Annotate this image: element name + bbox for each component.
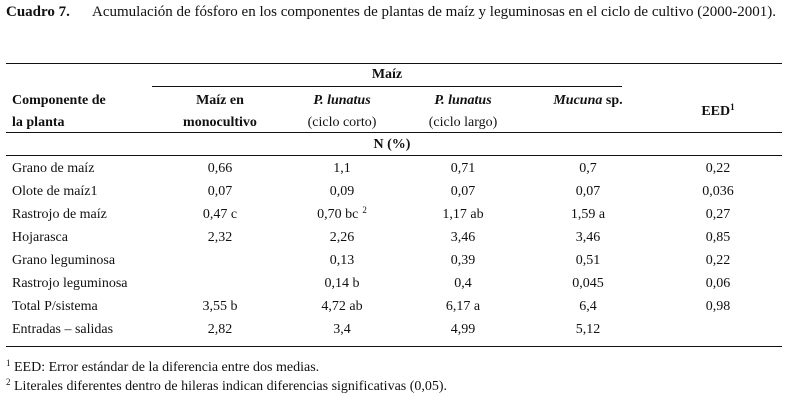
cell-value: 0,39 xyxy=(450,253,476,268)
header-bottom-rule xyxy=(6,132,782,133)
cell-v4 xyxy=(518,298,658,316)
cell-eed xyxy=(648,252,788,270)
header-eed-sup: 1 xyxy=(730,102,735,112)
footnote-1 xyxy=(6,359,319,377)
cell-value: 0,4 xyxy=(454,276,472,291)
top-rule xyxy=(6,63,782,64)
cell-value: 0,85 xyxy=(705,230,731,245)
header-col2-line2: (ciclo corto) xyxy=(307,115,377,130)
cell-value: 3,4 xyxy=(333,322,351,337)
cell-eed xyxy=(648,229,788,247)
cell-v3 xyxy=(393,298,533,316)
maiz-group-rule xyxy=(152,86,622,87)
header-col1-line2: monocultivo xyxy=(183,115,257,130)
row-label: Grano leguminosa xyxy=(12,253,116,268)
cell-v2 xyxy=(272,183,412,201)
cell-value: 1,17 ab xyxy=(442,207,484,222)
cell-value: 4,72 ab xyxy=(321,299,363,314)
header-col4-genus: Mucuna xyxy=(553,93,603,108)
cell-value: 6,17 a xyxy=(445,299,481,314)
row-label: Olote de maíz1 xyxy=(12,184,98,199)
caption-text: Acumulación de fósforo en los componentes de plantas de maíz y leguminosas en el ciclo de cultivo (2000-2001). xyxy=(92,4,776,20)
row-label: Hojarasca xyxy=(12,230,68,245)
cell-value: 0,70 bc xyxy=(317,207,359,222)
row-label: Grano de maíz xyxy=(12,161,95,176)
header-col3-line1: P. lunatus xyxy=(434,93,492,108)
cell-v1 xyxy=(150,298,290,316)
cell-v3 xyxy=(393,183,533,201)
cell-v3 xyxy=(393,252,533,270)
cell-footnote-mark: 2 xyxy=(362,205,367,215)
cell-eed xyxy=(648,298,788,316)
cell-v2 xyxy=(272,206,412,224)
cell-value: 0,47 c xyxy=(202,207,238,222)
footnote-2-text: Literales diferentes dentro de hileras indican diferencias significativas (0,05). xyxy=(14,379,448,394)
cell-value: 1,59 a xyxy=(570,207,606,222)
cell-value: 0,51 xyxy=(575,253,601,268)
cell-value: 0,14 b xyxy=(324,276,360,291)
cell-eed xyxy=(648,206,788,224)
cell-v2 xyxy=(272,160,412,178)
cell-v2 xyxy=(272,298,412,316)
header-col4 xyxy=(518,92,658,110)
cell-v2 xyxy=(272,321,412,339)
cell-value: 0,07 xyxy=(207,184,233,199)
cell-value: 1,1 xyxy=(333,161,351,176)
cell-v1 xyxy=(150,183,290,201)
table-caption xyxy=(6,2,782,23)
cell-value: 3,46 xyxy=(575,230,601,245)
cell-v4 xyxy=(518,321,658,339)
header-eed-label: EED xyxy=(701,104,731,119)
cell-value: 0,045 xyxy=(572,276,604,291)
cell-v1 xyxy=(150,229,290,247)
cell-value: 3,46 xyxy=(450,230,476,245)
row-label: Entradas – salidas xyxy=(12,322,114,337)
cell-value: 0,71 xyxy=(450,161,476,176)
cell-v3 xyxy=(393,321,533,339)
cell-v3 xyxy=(393,206,533,224)
cell-v4 xyxy=(518,183,658,201)
cell-v2 xyxy=(272,229,412,247)
cell-value: 0,036 xyxy=(702,184,734,199)
cell-value: 0,07 xyxy=(450,184,476,199)
cell-v2 xyxy=(272,252,412,270)
cell-v4 xyxy=(518,206,658,224)
row-label: Total P/sistema xyxy=(12,299,98,314)
cell-value: 0,7 xyxy=(579,161,597,176)
header-component-line1: Componente de xyxy=(12,93,106,108)
cell-v3 xyxy=(393,229,533,247)
cell-v1 xyxy=(150,321,290,339)
header-col3-line2: (ciclo largo) xyxy=(428,115,498,130)
cell-value: 0,06 xyxy=(705,276,731,291)
cell-value: 4,99 xyxy=(450,322,476,337)
header-col4-sp: sp. xyxy=(602,93,623,108)
cell-value: 0,07 xyxy=(575,184,601,199)
cell-value: 0,27 xyxy=(705,207,731,222)
cell-value: 0,98 xyxy=(705,299,731,314)
cell-v3 xyxy=(393,275,533,293)
cell-v2 xyxy=(272,275,412,293)
cell-value: 5,12 xyxy=(575,322,601,337)
header-eed xyxy=(648,103,788,121)
cell-eed xyxy=(648,160,788,178)
cell-value: 2,32 xyxy=(207,230,233,245)
bottom-rule xyxy=(6,346,782,347)
cell-value: 0,22 xyxy=(705,161,731,176)
caption-label: Cuadro 7. xyxy=(6,4,70,20)
cell-value: 0,22 xyxy=(705,253,731,268)
cell-v1 xyxy=(150,206,290,224)
row-label: Rastrojo de maíz xyxy=(12,207,107,222)
cell-value: 6,4 xyxy=(579,299,597,314)
cell-value: 0,66 xyxy=(207,161,233,176)
cell-value: 0,09 xyxy=(329,184,355,199)
footnote-2 xyxy=(6,378,447,396)
header-col1-line1: Maíz en xyxy=(196,93,244,108)
cell-v4 xyxy=(518,229,658,247)
footnote-1-text: EED: Error estándar de la diferencia entre dos medias. xyxy=(14,360,320,375)
cell-v4 xyxy=(518,252,658,270)
cell-eed xyxy=(648,183,788,201)
footnote-1-mark: 1 xyxy=(6,358,11,368)
unit-rule xyxy=(6,155,782,156)
header-col2-line1: P. lunatus xyxy=(313,93,371,108)
cell-v4 xyxy=(518,160,658,178)
cell-v4 xyxy=(518,275,658,293)
cell-value: 0,13 xyxy=(329,253,355,268)
cell-eed xyxy=(648,275,788,293)
unit-label: N (%) xyxy=(373,137,411,152)
cell-v3 xyxy=(393,160,533,178)
footnote-2-mark: 2 xyxy=(6,377,11,387)
group-header-maiz: Maíz xyxy=(371,67,403,82)
cell-value: 2,26 xyxy=(329,230,355,245)
cell-value: 3,55 b xyxy=(202,299,238,314)
cell-v1 xyxy=(150,160,290,178)
cell-value: 2,82 xyxy=(207,322,233,337)
header-component-line2: la planta xyxy=(12,115,65,130)
row-label: Rastrojo leguminosa xyxy=(12,276,128,291)
